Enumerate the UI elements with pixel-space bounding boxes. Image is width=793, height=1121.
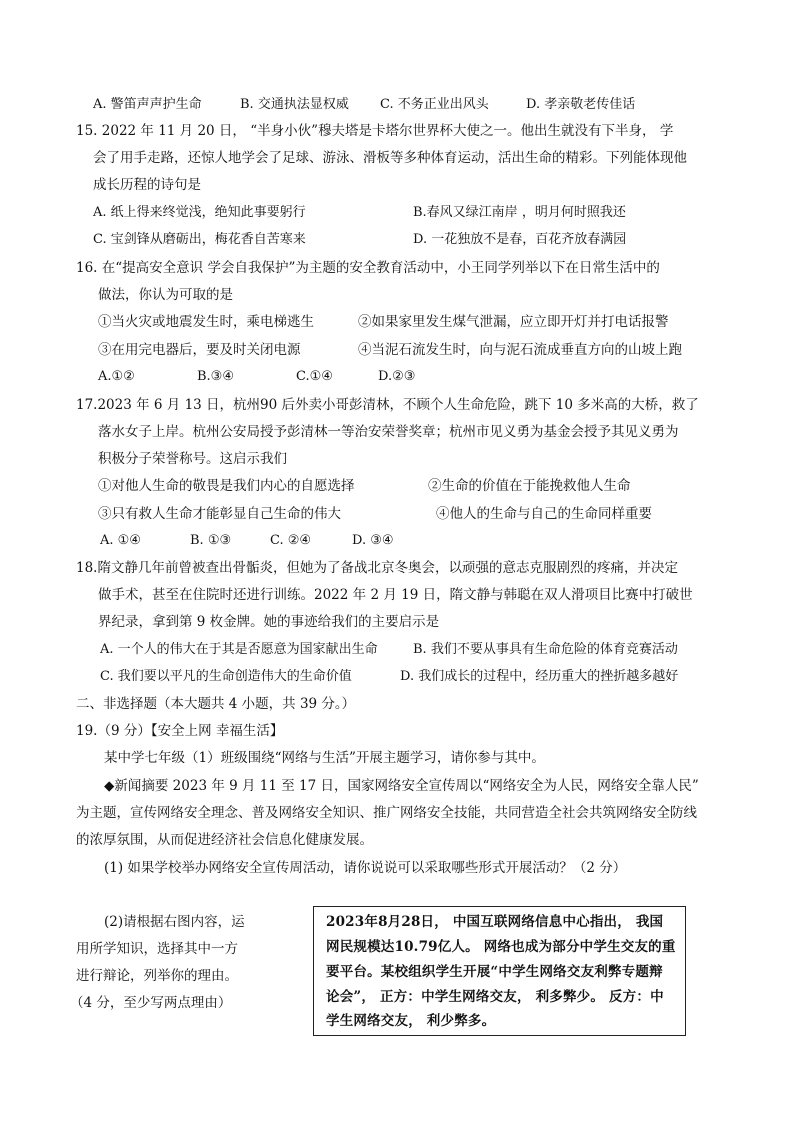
q17-item-4: ④他人的生命与自己的生命同样重要 [436,506,652,522]
q19-sub-question-2-line-2: 用所学知识，选择其中一方 [76,941,238,957]
q19-sub-question-2-line-3: 进行辩论，列举你的理由。 [76,968,238,984]
q14-option-c: C. 不务正业出风头 [380,97,489,112]
q16-item-1: ①当火灾或地震发生时，乘电梯逃生 [98,314,314,330]
q18-option-b: B. 我们不要从事具有生命危险的体育竞赛活动 [413,642,678,657]
q17-option-c: C. ②④ [270,533,312,548]
q17-item-2: ②生命的价值在于能挽救他人生命 [428,478,631,494]
q19-sub-question-2-line-1: (2)请根据右图内容，运 [104,914,245,930]
q17-stem-line-1: 17.2023 年 6 月 13 日，杭州90 后外卖小哥彭清林，不顾个人生命危险，跳下 10 多米高的大桥，救了 [76,397,699,413]
q19-material-line-1: 2023年8月28日， 中国互联网络信息中心指出， 我国 [326,914,664,930]
q19-material-line-5: 学生网络交友， 利少弊多。 [326,1013,496,1029]
q15-stem-line-2: 会了用手走路，还惊人地学会了足球、游泳、滑板等多种体育运动，活出生命的精彩。下列能体现他 [93,150,687,166]
q17-option-a: A. ①④ [100,533,141,548]
q19-news-line-3: 的浓厚氛围，从而促进经济社会信息化健康发展。 [76,832,373,848]
q19-material-line-2: 网民规模达10.79亿人。 网络也成为部分中学生交友的重 [326,939,676,955]
section-2-title: 二、非选择题（本大题共 4 小题，共 39 分。） [76,696,356,712]
q16-item-3: ③在用完电器后，要及时关闭电源 [98,342,301,358]
q19-material-line-4: 论会”， 正方：中学生网络交友， 利多弊少。 反方：中 [326,989,664,1005]
q16-item-4: ④当泥石流发生时，向与泥石流成垂直方向的山坡上跑 [358,342,682,358]
q18-stem-line-2: 做手术，甚至在住院时还进行训练。2022 年 2 月 19 日，隋文静与韩聪在双人滑项目比赛中打破世 [98,587,693,603]
q16-option-b: B.③④ [197,369,234,384]
q17-stem-line-2: 落水女子上岸。杭州公安局授予彭清林一等治安荣誉奖章；杭州市见义勇为基金会授予其见义勇为 [98,424,679,440]
q16-option-a: A.①② [98,369,135,384]
q14-option-b: B. 交通执法显权威 [240,97,349,112]
q19-intro: 某中学七年级（1）班级围绕“网络与生活”开展主题学习，请你参与其中。 [104,750,545,766]
q16-option-d: D.②③ [378,369,416,384]
q15-option-a: A. 纸上得来终觉浅，绝知此事要躬行 [93,205,306,220]
q19-material-box [313,906,686,1036]
q15-option-b: B.春风又绿江南岸 ，明月何时照我还 [413,205,626,220]
q19-news-line-2: 为主题，宣传网络安全理念、普及网络安全知识、推广网络安全技能，共同营造全社会共筑网络安全防线 [76,805,697,821]
q19-sub-question-1: (1) 如果学校举办网络安全宣传周活动，请你说说可以采取哪些形式开展活动？（2 分） [104,860,627,876]
q17-option-b: B. ①③ [190,533,232,548]
q17-item-1: ①对他人生命的敬畏是我们内心的自愿选择 [98,478,355,494]
q18-option-a: A. 一个人的伟大在于其是否愿意为国家献出生命 [100,642,378,657]
q14-option-a: A. 警笛声声护生命 [93,97,202,112]
q19-title: 19.（9 分）【安全上网 幸福生活】 [76,723,284,739]
q15-option-c: C. 宝剑锋从磨砺出，梅花香自苦寒来 [93,232,306,247]
q15-stem-line-1: 15. 2022 年 11 月 20 日， “半身小伙”穆夫塔是卡塔尔世界杯大使之一。他出生就没有下半身， 学 [76,123,674,139]
q16-item-2: ②如果家里发生煤气泄漏，应立即开灯并打电话报警 [358,314,669,330]
q19-sub-question-2-line-4: （4 分，至少写两点理由） [70,995,232,1011]
q15-stem-line-3: 成长历程的诗句是 [93,177,201,193]
q17-stem-line-3: 积极分子荣誉称号。这启示我们 [98,451,287,467]
q17-option-d: D. ③④ [352,533,394,548]
q18-option-c: C. 我们要以平凡的生命创造伟大的生命价值 [100,669,352,684]
q16-option-c: C.①④ [296,369,333,384]
q14-option-d: D. 孝亲敬老传佳话 [526,97,636,112]
q16-stem-line-2: 做法，你认为可取的是 [98,287,233,303]
q17-item-3: ③只有救人生命才能彰显自己生命的伟大 [98,506,341,522]
q19-news-line-1: ◆新闻摘要 2023 年 9 月 11 至 17 日，国家网络安全宣传周以“网络安全为人民，网络安全靠人民” [104,778,699,794]
q18-option-d: D. 我们成长的过程中，经历重大的挫折越多越好 [400,669,679,684]
q18-stem-line-1: 18.隋文静几年前曾被查出骨骺炎，但她为了备战北京冬奥会，以顽强的意志克服剧烈的疼痛，并决定 [76,560,678,576]
q18-stem-line-3: 界纪录，拿到第 9 枚金牌。她的事迹给我们的主要启示是 [98,614,440,630]
q19-material-line-3: 要平台。某校组织学生开展“中学生网络交友利弊专题辩 [326,964,663,980]
q16-stem-line-1: 16. 在“提高安全意识 学会自我保护”为主题的安全教育活动中，小王同学列举以下在日常生活中的 [76,260,660,276]
q15-option-d: D. 一花独放不是春，百花齐放春满园 [413,232,627,247]
